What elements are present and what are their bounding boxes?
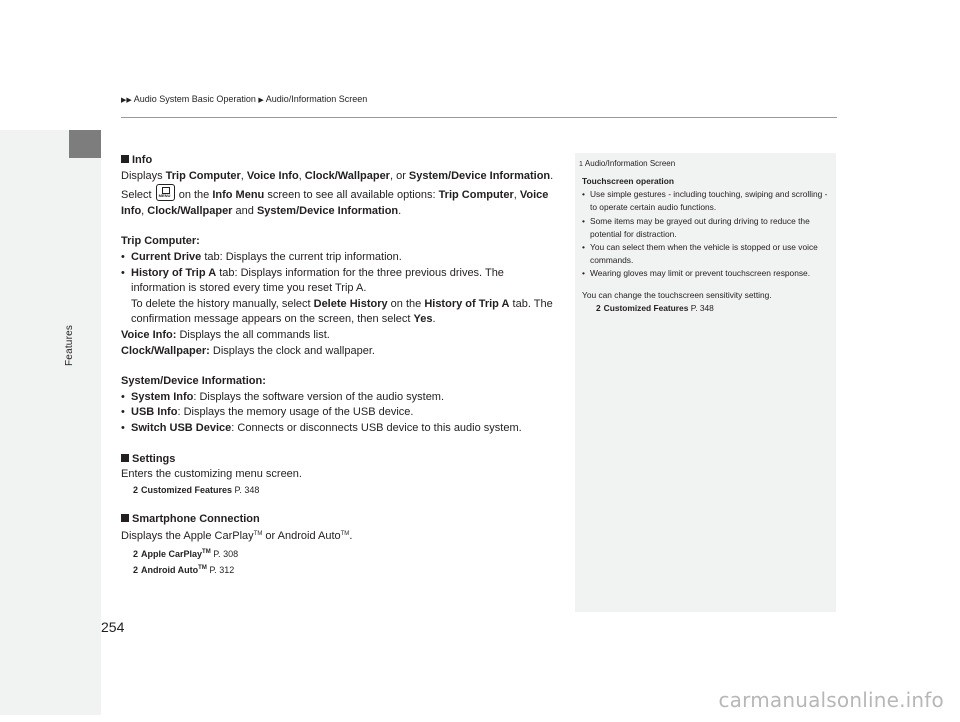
sidebar-bullet: • Use simple gestures - including touching, swiping and scrolling - to operate certain audio functions. xyxy=(582,189,828,213)
reference-arrow-icon: 2 xyxy=(133,548,139,559)
reference-arrow-icon: 2 xyxy=(596,302,601,313)
bullet-dot-icon: • xyxy=(121,266,125,279)
usb-info-item: • USB Info: Displays the memory usage of the USB device. xyxy=(121,405,561,421)
breadcrumb-part-2[interactable]: Audio/Information Screen xyxy=(265,94,368,104)
history-trip-item: • History of Trip A tab: Displays information for the three previous drives. The information is stored every time you reset Trip A. xyxy=(121,266,504,295)
info-intro: Displays Trip Computer, Voice Info, Clock/Wallpaper, or System/Device Information. Select MENU on the Info Menu screen to see all available options: Trip Computer, Voice Info, Clock/Wallpaper and System/Device Information. xyxy=(121,169,561,220)
current-drive-item: • Current Drive tab: Displays the current trip information. xyxy=(121,250,561,266)
trip-computer-heading: Trip Computer: xyxy=(121,235,200,248)
sidebar-title: 1 Audio/Information Screen xyxy=(579,159,676,168)
clock-wallpaper-line: Clock/Wallpaper: Displays the clock and wallpaper. xyxy=(121,344,375,357)
carplay-reference-link[interactable]: 2 Apple CarPlay™ P. 308 xyxy=(133,548,239,559)
square-bullet-icon xyxy=(121,514,129,522)
settings-heading: Settings xyxy=(121,452,561,468)
bullet-dot-icon: • xyxy=(121,250,125,263)
note-sidebar xyxy=(575,153,836,612)
smartphone-text: Displays the Apple CarPlay™ or Android Auto™. xyxy=(121,530,353,543)
square-bullet-icon xyxy=(121,454,129,462)
bullet-dot-icon: • xyxy=(582,242,585,253)
watermark: carmanualsonline.info xyxy=(718,688,944,712)
bullet-dot-icon: • xyxy=(121,390,125,403)
sidebar-reference-link[interactable]: 2 Customized Features P. 348 xyxy=(596,302,714,313)
voice-info-line: Voice Info: Displays the all commands list. xyxy=(121,328,330,341)
sidebar-bullet: • You can select them when the vehicle is stopped or use voice commands. xyxy=(582,242,818,266)
bullet-dot-icon: • xyxy=(582,189,585,200)
info-heading: Info xyxy=(121,153,561,169)
system-device-heading: System/Device Information: xyxy=(121,375,266,388)
page-number: 254 xyxy=(101,619,125,635)
breadcrumb-arrow-icon: ▶ xyxy=(258,97,264,104)
menu-button-icon xyxy=(156,184,175,201)
breadcrumb-part-1[interactable]: Audio System Basic Operation xyxy=(133,94,256,104)
note-marker-icon: 1 xyxy=(579,161,583,168)
bullet-dot-icon: • xyxy=(121,406,125,419)
sidebar-bullet: • Some items may be grayed out during driving to reduce the potential for distraction. xyxy=(582,215,810,239)
settings-text: Enters the customizing menu screen. xyxy=(121,468,302,481)
sidebar-note: You can change the touchscreen sensitivity setting. xyxy=(582,289,772,300)
sidebar-body xyxy=(582,175,832,315)
main-content xyxy=(121,153,561,577)
breadcrumb-arrow-icon: ▶▶ xyxy=(121,97,132,104)
switch-usb-item: • Switch USB Device: Connects or disconnects USB device to this audio system. xyxy=(121,421,561,437)
bullet-dot-icon: • xyxy=(121,421,125,434)
chapter-label: Features xyxy=(64,324,75,366)
reference-arrow-icon: 2 xyxy=(133,484,139,495)
sidebar-subheading: Touchscreen operation xyxy=(582,176,674,186)
delete-history-note: To delete the history manually, select Delete History on the History of Trip A tab. The confirmation message appears on the screen, then select Yes. xyxy=(131,297,553,326)
reference-arrow-icon: 2 xyxy=(133,564,139,575)
sidebar-bullet: • Wearing gloves may limit or prevent touchscreen response. xyxy=(582,267,832,280)
bullet-dot-icon: • xyxy=(582,215,585,226)
header-rule xyxy=(121,117,837,118)
settings-reference-link[interactable]: 2 Customized Features P. 348 xyxy=(133,484,260,495)
smartphone-heading: Smartphone Connection xyxy=(121,512,561,528)
chapter-marker xyxy=(69,130,101,158)
system-info-item: • System Info: Displays the software version of the audio system. xyxy=(121,390,561,406)
square-bullet-icon xyxy=(121,155,129,163)
chapter-side-tab xyxy=(0,130,101,715)
bullet-dot-icon: • xyxy=(582,268,585,279)
android-auto-reference-link[interactable]: 2 Android Auto™ P. 312 xyxy=(133,564,235,575)
breadcrumb xyxy=(121,94,367,104)
